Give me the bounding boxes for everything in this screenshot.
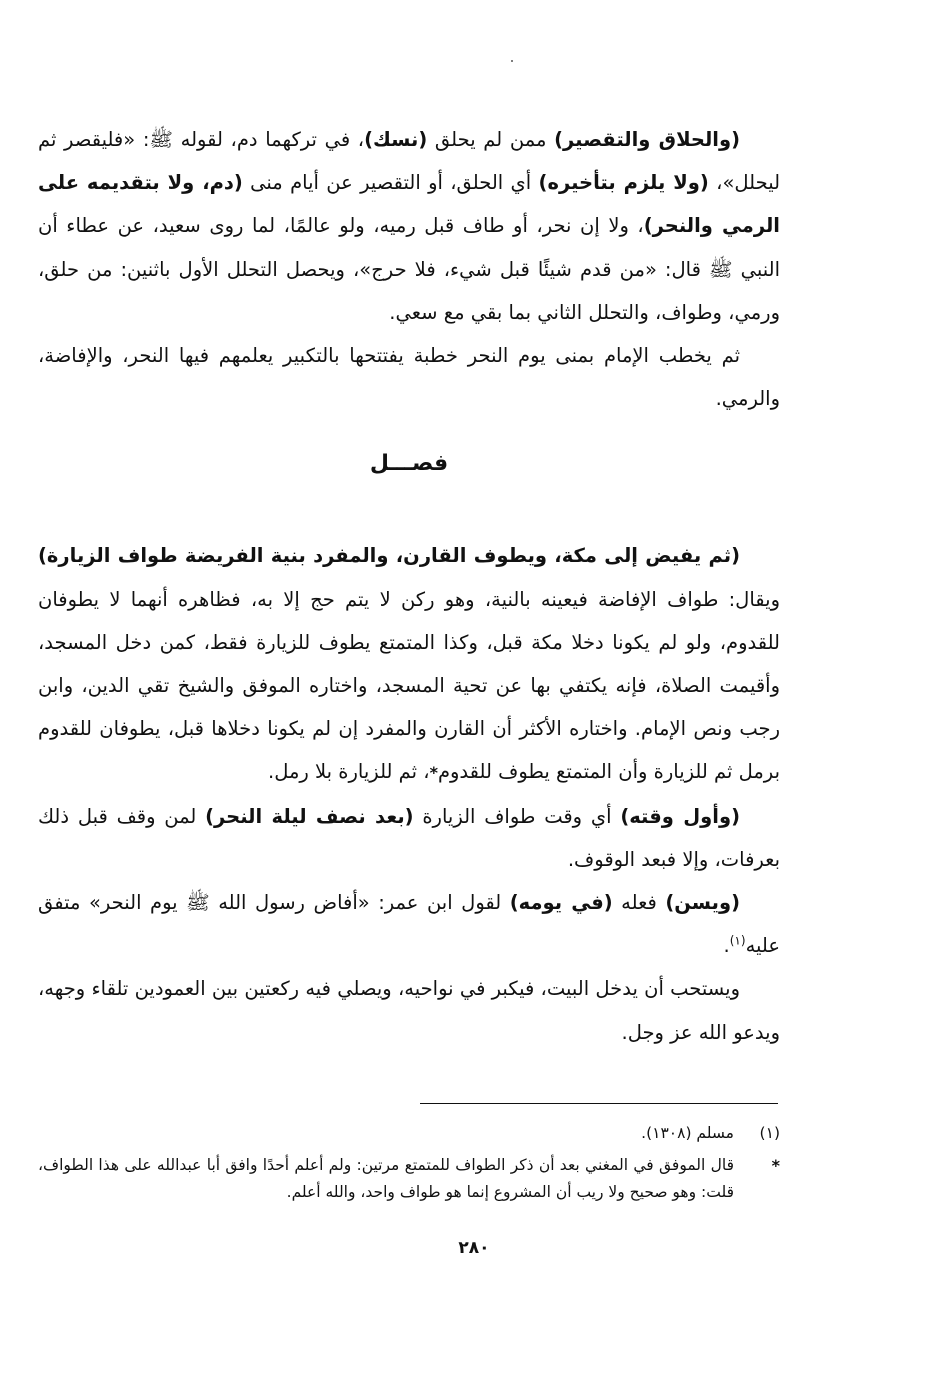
matn-phrase: (والحلاق والتقصير)	[554, 128, 740, 151]
footnotes	[38, 1120, 780, 1211]
matn-phrase: (ويسن)	[665, 891, 740, 915]
matn-phrase: (نسك)	[364, 128, 428, 151]
footnote-star-marker: *	[429, 763, 438, 783]
footnote-item	[38, 1120, 780, 1147]
footnote-marker: (١)	[759, 1124, 780, 1142]
paragraph-2: ثم يخطب الإمام بمنى يوم النحر خطبة يفتتحها بالتكبير يعلمهم فيها النحر، والإفاضة، والرمي.	[38, 344, 780, 411]
commentary-text: أي الحلق، أو التقصير عن أيام منى	[242, 171, 539, 195]
footnote-separator-rule	[420, 1103, 778, 1104]
commentary-text: ، في تركهما دم، لقوله ﷺ: «فليقصر ثم ليحلل»،	[38, 128, 781, 195]
commentary-text: ويقال: طواف الإفاضة فيعينه بالنية، وهو ركن لا يتم حج إلا به، فظاهره أنهما لا يطوفان للقدوم، ولو لم يكونا دخلا مكة قبل، وكذا المتمتع يطوف للزيارة فقط، كمن دخل المسجد، وأقيمت الصلاة، فإنه يكتفي بها عن تحية المسجد، واختاره الموفق والشيخ تقي الدين، وابن رجب ونص الإمام. واختاره الأكثر أن القارن والمفرد إن لم يكونا دخلاها قبل، يطوفان للقدوم برمل ثم للزيارة وأن المتمتع يطوف للقدوم	[38, 587, 780, 784]
page-number: ٢٨٠	[458, 1238, 490, 1258]
commentary-text: أي وقت طواف الزيارة	[413, 804, 621, 828]
matn-phrase: (ثم يفيض إلى مكة، ويطوف القارن، والمفرد بنية الفريضة طواف الزيارة)	[38, 544, 740, 568]
commentary-text: ، ثم للزيارة بلا رمل.	[268, 760, 430, 784]
paragraph-3	[38, 534, 780, 794]
commentary-text: ، ولا إن نحر، أو طاف قبل رميه، ولو عالمًا، لما روى سعيد، عن عطاء أن النبي ﷺ قال: «من قدم شيئًا قبل شيء، فلا حرج»، ويحصل التحلل الأول باثنين: من حلق، ورمي، وطواف، والتحلل الثاني بما بقي مع سعي.	[38, 214, 780, 324]
section-heading: فصـــل	[369, 451, 449, 477]
matn-phrase: (ولا يلزم بتأخيره)	[538, 171, 709, 195]
paragraph-6: ويستحب أن يدخل البيت، فيكبر في نواحيه، ويصلي فيه ركعتين بين العمودين تلقاء وجهه، ويدعو الله عز وجل.	[38, 977, 780, 1044]
commentary-text: ممن لم يحلق	[427, 128, 555, 151]
footnote-text: قال الموفق في المغني بعد أن ذكر الطواف للمتمتع مرتين: ولم أعلم أحدًا وافق أبا عبدالله على هذا الطواف، قلت: وهو صحيح ولا ريب أن المشروع إنما هو طواف واحد، والله أعلم.	[38, 1156, 734, 1201]
commentary-text: لقول ابن عمر: «أفاض رسول الله ﷺ يوم النحر» متفق عليه	[38, 891, 780, 958]
page-body	[38, 118, 780, 1054]
scan-speck	[511, 60, 513, 62]
footnote-text: مسلم (١٣٠٨).	[641, 1124, 734, 1142]
footnote-reference: (١)	[729, 933, 746, 948]
matn-phrase: (وأول وقته)	[620, 804, 741, 828]
footnote-item	[38, 1152, 780, 1206]
commentary-text: .	[723, 934, 730, 958]
matn-phrase: (دم، ولا بتقديمه على الرمي والنحر)	[38, 171, 780, 238]
footnote-marker: *	[771, 1156, 780, 1175]
paragraph-1	[38, 118, 780, 334]
paragraph-5	[38, 881, 780, 967]
commentary-text: لمن وقف قبل ذلك بعرفات، وإلا فبعد الوقوف.	[38, 804, 780, 871]
paragraph-4	[38, 795, 780, 881]
commentary-text: فعله	[612, 891, 666, 915]
matn-phrase: (في يومه)	[509, 891, 613, 915]
matn-phrase: (بعد نصف ليلة النحر)	[205, 804, 414, 828]
